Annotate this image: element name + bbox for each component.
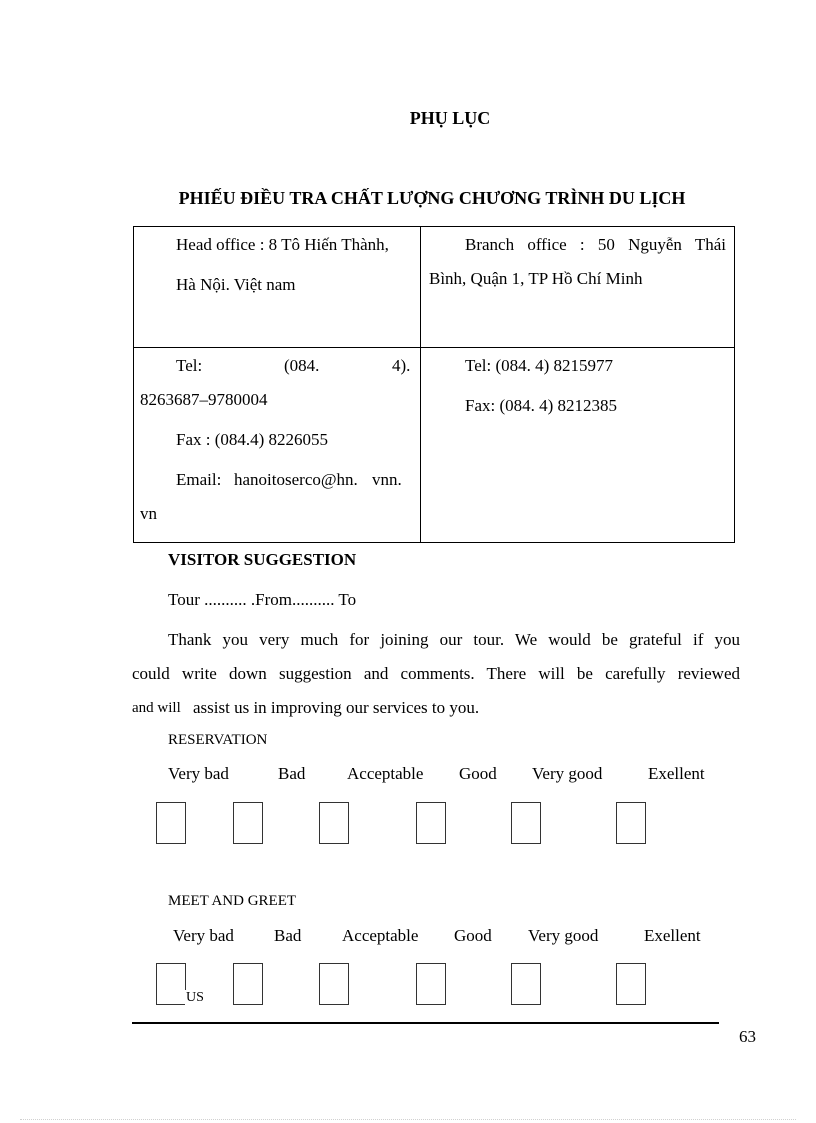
reservation-checkbox-good[interactable]: [416, 802, 446, 844]
reservation-checkbox-acceptable[interactable]: [319, 802, 349, 844]
branch-contact-cell: [421, 348, 735, 543]
reservation-checkbox-very-bad[interactable]: [156, 802, 186, 844]
page-number: 63: [739, 1027, 756, 1046]
reservation-rating-acceptable: Acceptable: [347, 764, 424, 783]
thank-you-line3a: and will: [132, 700, 181, 716]
branch-office-cell: [421, 227, 735, 348]
head-email-end: vn: [140, 504, 157, 523]
meet-greet-rating-acceptable: Acceptable: [342, 926, 419, 945]
meet-greet-rating-bad: Bad: [274, 926, 302, 945]
head-office-line1: Head office : 8 Tô Hiến Thành,: [176, 235, 389, 254]
head-email-part1: hanoitoserco@hn.: [234, 470, 358, 489]
reservation-checkbox-bad[interactable]: [233, 802, 263, 844]
head-contact-cell: [134, 348, 421, 543]
thank-you-line2: could write down suggestion and comments. There will be carefully reviewed: [132, 664, 740, 683]
reservation-rating-excellent: Exellent: [648, 764, 705, 783]
meet-greet-checkbox-excellent[interactable]: [616, 963, 646, 1005]
appendix-title: PHỤ LỤC: [409, 108, 491, 128]
head-email-part2: vnn.: [372, 470, 402, 489]
head-office-cell: [134, 227, 421, 348]
stray-text-us: US: [186, 990, 204, 1005]
meet-greet-checkbox-good[interactable]: [416, 963, 446, 1005]
meet-greet-rating-very-good: Very good: [528, 926, 599, 945]
head-tel-code: (084.: [284, 356, 320, 375]
meet-greet-rating-good: Good: [454, 926, 492, 945]
branch-tel: Tel: (084. 4) 8215977: [465, 356, 614, 375]
meet-greet-checkbox-very-bad[interactable]: [156, 963, 186, 1005]
meet-greet-checkbox-very-good[interactable]: [511, 963, 541, 1005]
reservation-checkbox-very-good[interactable]: [511, 802, 541, 844]
meet-greet-rating-very-bad: Very bad: [173, 926, 234, 945]
visitor-suggestion-heading: VISITOR SUGGESTION: [168, 550, 357, 569]
form-title: PHIẾU ĐIỀU TRA CHẤT LƯỢNG CHƯƠNG TRÌNH DU LỊCH: [178, 188, 686, 208]
reservation-checkbox-excellent[interactable]: [616, 802, 646, 844]
reservation-rating-bad: Bad: [278, 764, 306, 783]
thank-you-line1: Thank you very much for joining our tour. We would be grateful if you: [168, 630, 740, 649]
footer-rule: [132, 1022, 719, 1024]
head-tel-code2: 4).: [392, 356, 411, 375]
meet-greet-title: MEET AND GREET: [168, 893, 297, 909]
meet-greet-checkbox-bad[interactable]: [233, 963, 263, 1005]
head-fax: Fax : (084.4) 8226055: [176, 430, 329, 449]
head-tel-numbers: 8263687–9780004: [140, 390, 268, 409]
meet-greet-checkbox-acceptable[interactable]: [319, 963, 349, 1005]
tour-line: Tour .......... .From.......... To: [168, 590, 357, 609]
branch-fax: Fax: (084. 4) 8212385: [465, 396, 618, 415]
meet-greet-rating-excellent: Exellent: [644, 926, 701, 945]
head-office-line2: Hà Nội. Việt nam: [176, 275, 296, 294]
reservation-rating-good: Good: [459, 764, 497, 783]
thank-you-line3b: assist us in improving our services to you.: [193, 698, 480, 717]
reservation-rating-very-bad: Very bad: [168, 764, 229, 783]
reservation-rating-very-good: Very good: [532, 764, 603, 783]
branch-office-line2: Bình, Quận 1, TP Hồ Chí Minh: [429, 269, 643, 288]
head-tel-label: Tel:: [176, 356, 203, 375]
branch-office-line1: Branch office : 50 Nguyễn Thái: [465, 235, 726, 254]
page-bottom-edge: [20, 1119, 796, 1120]
reservation-title: RESERVATION: [168, 732, 268, 748]
head-email-label: Email:: [176, 470, 222, 489]
office-info-table: [133, 226, 735, 543]
